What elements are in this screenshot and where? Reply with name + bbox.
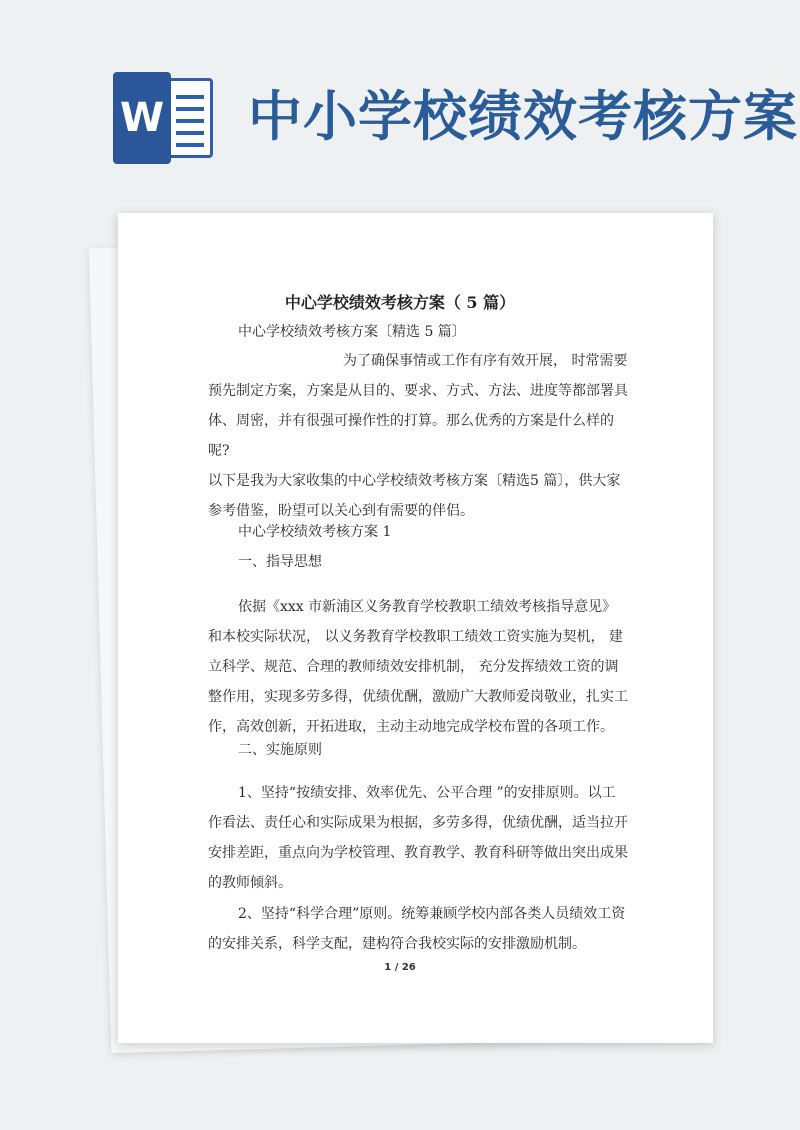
section-title: 中心学校绩效考核方案 1 bbox=[238, 524, 392, 540]
heading-principles: 二、实施原则 bbox=[238, 742, 322, 758]
intro-line: 以下是我为大家收集的中心学校绩效考核方案〔精选5 篇〕，供大家 bbox=[208, 473, 621, 489]
word-icon bbox=[113, 72, 213, 164]
banner bbox=[0, 0, 800, 200]
intro-line: 预先制定方案，方案是从目的、要求、方式、方法、进度等都部署具 bbox=[208, 383, 628, 399]
intro-line: 参考借鉴，盼望可以关心到有需要的伴侣。 bbox=[208, 503, 474, 519]
heading-guiding-ideology: 一、指导思想 bbox=[238, 554, 322, 570]
intro-line: 体、周密，并有很强可操作性的打算。那么优秀的方案是什么样的呢? bbox=[208, 413, 614, 459]
document-title: 中心学校绩效考核方案（ 5 篇） bbox=[284, 293, 516, 312]
banner-title: 中小学校绩效考核方案 bbox=[248, 85, 798, 148]
paragraph-guiding-ideology: 依据《xxx 市新浦区义务教育学校教职工绩效考核指导意见》和本校实际状况， 以义务教育学校教职工绩效工资实施为契机， 建立科学、规范、合理的教师绩效安排机制， 充分发挥绩效工资的调整作用，实现多劳多得，优绩优酬，激励广大教师爱岗敬业，扎实工作，高效创新，开拓进取，主动主动地完成学校布置的各项工作。 bbox=[208, 599, 628, 735]
intro-line: 为了确保事情或工作有序有效开展， 时常需要 bbox=[343, 353, 628, 369]
page-indicator: 1 / 26 bbox=[384, 962, 416, 973]
word-logo-letter: W bbox=[113, 72, 171, 164]
document-subtitle: 中心学校绩效考核方案〔精选 5 篇〕 bbox=[238, 324, 466, 340]
paragraph-principle-1: 1、坚持“按绩安排、效率优先、公平合理 ”的安排原则。以工作看法、责任心和实际成果为根据，多劳多得，优绩优酬，适当拉开安排差距，重点向为学校管理、教育教学、教育科研等做出突出成果的教师倾斜。 bbox=[208, 785, 628, 891]
intro-paragraph bbox=[208, 346, 628, 526]
paragraph-principle-2: 2、坚持“科学合理”原则。统筹兼顾学校内部各类人员绩效工资的安排关系，科学支配，建构符合我校实际的安排激励机制。 bbox=[208, 906, 626, 952]
